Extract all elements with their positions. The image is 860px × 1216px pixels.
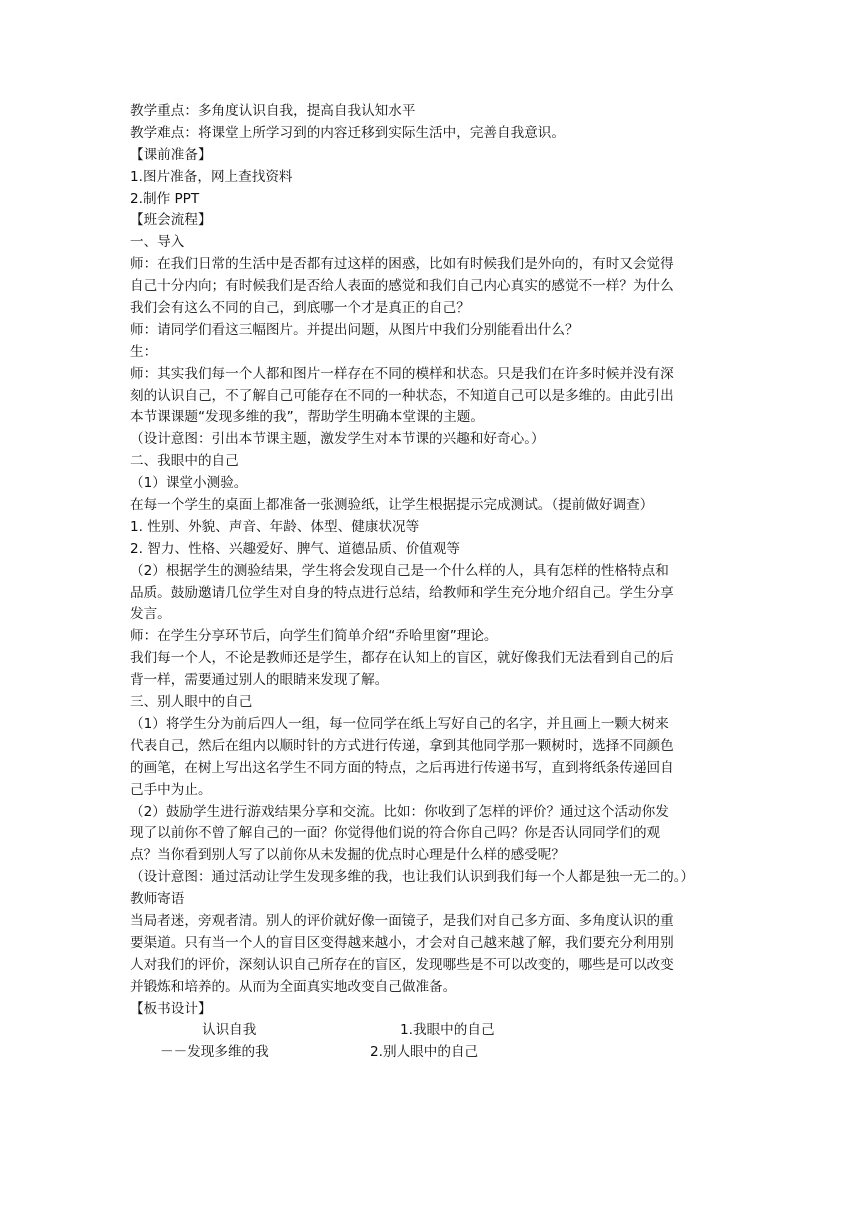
- text-line: 自己十分内向；有时候我们是否给人表面的感觉和我们自己内心真实的感觉不一样？为什么: [130, 278, 674, 295]
- text-line: 教学重点：多角度认识自我，提高自我认知水平: [130, 103, 416, 119]
- section-heading: 二、我眼中的自己: [130, 453, 239, 470]
- text-line: 刻的认识自己，不了解自己可能存在不同的一种状态，不知道自己可以是多维的。由此引出: [130, 387, 674, 404]
- text-line: 1.图片准备，网上查找资料: [130, 168, 293, 185]
- text-line: 当局者迷，旁观者清。别人的评价就好像一面镜子，是我们对自己多方面、多角度认识的重: [130, 912, 674, 929]
- text-line: 师：其实我们每一个人都和图片一样存在不同的模样和状态。只是我们在许多时候并没有深: [130, 365, 674, 382]
- board-title: 认识自我: [202, 1022, 257, 1039]
- text-line: 2. 智力、性格、兴趣爱好、脾气、道德品质、价值观等: [130, 540, 460, 557]
- text-line: 的画笔，在树上写出这名学生不同方面的特点，之后再进行传递书写，直到将纸条传递回自: [130, 759, 674, 776]
- section-heading: 【板书设计】: [130, 1000, 212, 1017]
- text-line: 背一样，需要通过别人的眼睛来发现了解。: [130, 672, 389, 689]
- text-line: 品质。鼓励邀请几位学生对自身的特点进行总结，给教师和学生充分地介绍自己。学生分享: [130, 584, 674, 601]
- section-heading: 【班会流程】: [130, 212, 212, 229]
- text-line: 点？当你看到别人写了以前你从未发掘的优点时心理是什么样的感受呢？: [130, 847, 565, 864]
- board-design-row-2: [130, 1042, 735, 1064]
- text-line: 师：请同学们看这三幅图片。并提出问题，从图片中我们分别能看出什么？: [130, 321, 579, 338]
- board-subtitle: －－发现多维的我: [160, 1044, 269, 1061]
- text-line: 现了以前你不曾了解自己的一面？你觉得他们说的符合你自己吗？你是否认同同学们的观: [130, 825, 661, 842]
- text-line: （1）课堂小测验。: [130, 475, 248, 492]
- text-line: 2.制作 PPT: [130, 190, 200, 207]
- text-line: 本节课课题“发现多维的我”，帮助学生明确本堂课的主题。: [130, 409, 484, 426]
- text-line: （设计意图：通过活动让学生发现多维的我，也让我们认识到我们每一个人都是独一无二的。）: [130, 869, 695, 886]
- text-line: 发言。: [130, 606, 171, 623]
- text-line: 我们每一个人，不论是教师还是学生，都存在认知上的盲区，就好像我们无法看到自己的后: [130, 650, 674, 667]
- text-line: 并锻炼和培养的。从而为全面真实地改变自己做准备。: [130, 978, 457, 995]
- text-line: 要渠道。只有当一个人的盲目区变得越来越小，才会对自己越来越了解，我们要充分利用别: [130, 934, 674, 951]
- text-line: 己手中为止。: [130, 781, 212, 798]
- document-page: [130, 101, 735, 1064]
- text-line: 我们会有这么不同的自己，到底哪一个才是真正的自己？: [130, 300, 470, 317]
- board-design-row-1: [130, 1020, 735, 1042]
- board-item-1: 1.我眼中的自己: [400, 1022, 495, 1039]
- text-line: 生：: [130, 343, 158, 360]
- text-line: 在每一个学生的桌面上都准备一张测验纸，让学生根据提示完成测试。（提前做好调查）: [130, 497, 654, 514]
- text-line: 人对我们的评价，深刻认识自己所存在的盲区，发现哪些是不可以改变的，哪些是可以改变: [130, 956, 674, 973]
- section-heading: 三、别人眼中的自己: [130, 694, 253, 711]
- section-heading: 教师寄语: [130, 891, 185, 908]
- section-heading: 一、导入: [130, 234, 185, 251]
- text-line: 教学难点：将课堂上所学习到的内容迁移到实际生活中，完善自我意识。: [130, 124, 565, 141]
- section-heading: 【课前准备】: [130, 146, 212, 163]
- text-line: （2）鼓励学生进行游戏结果分享和交流。比如：你收到了怎样的评价？通过这个活动你发: [130, 803, 669, 820]
- text-line: （2）根据学生的测验结果，学生将会发现自己是一个什么样的人，具有怎样的性格特点和: [130, 562, 669, 579]
- text-line: 代表自己，然后在组内以顺时针的方式进行传递，拿到其他同学那一颗树时，选择不同颜色: [130, 737, 674, 754]
- board-item-2: 2.别人眼中的自己: [370, 1044, 479, 1061]
- text-line: （1）将学生分为前后四人一组，每一位同学在纸上写好自己的名字，并且画上一颗大树来: [130, 715, 669, 732]
- text-line: 师：在我们日常的生活中是否都有过这样的困惑，比如有时候我们是外向的，有时又会觉得: [130, 256, 674, 273]
- text-line: 师：在学生分享环节后，向学生们简单介绍“乔哈里窗”理论。: [130, 628, 498, 645]
- text-line: （设计意图：引出本节课主题，激发学生对本节课的兴趣和好奇心。）: [130, 431, 545, 448]
- text-line: 1. 性别、外貌、声音、年龄、体型、健康状况等: [130, 518, 420, 535]
